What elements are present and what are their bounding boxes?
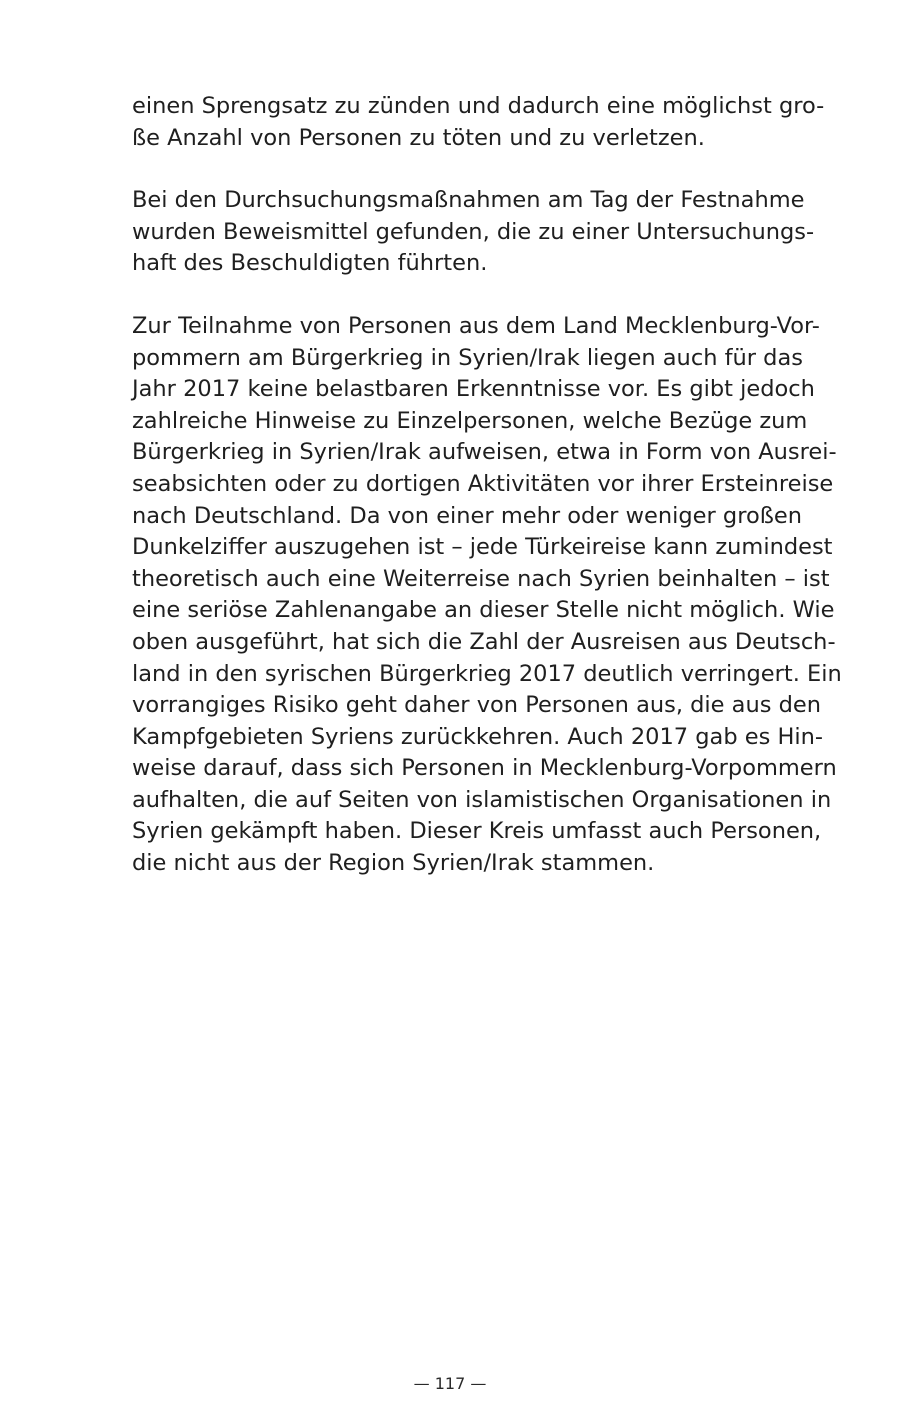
text-line: Jahr 2017 keine belastbaren Erkenntnisse vor. Es gibt jedoch [132, 376, 815, 403]
text-line: Bei den Durchsuchungsmaßnahmen am Tag der Festnahme [132, 187, 805, 214]
text-line: eine seriöse Zahlenangabe an dieser Stelle nicht möglich. Wie [132, 597, 835, 624]
text-line: haft des Beschuldigten führten. [132, 250, 488, 277]
page-number: — 117 — [413, 1374, 487, 1393]
text-line: wurden Beweismittel gefunden, die zu einer Untersuchungs- [132, 218, 815, 245]
text-line: oben ausgeführt, hat sich die Zahl der Ausreisen aus Deutsch- [132, 628, 836, 655]
paragraph-3 [132, 311, 842, 880]
text-line: Syrien gekämpft haben. Dieser Kreis umfasst auch Personen, [132, 818, 822, 845]
text-line: Zur Teilnahme von Personen aus dem Land Mecklenburg-Vor- [132, 312, 820, 339]
text-line: aufhalten, die auf Seiten von islamistischen Organisationen in [132, 786, 832, 813]
body-text [132, 91, 842, 911]
text-line: ße Anzahl von Personen zu töten und zu verletzen. [132, 124, 705, 151]
text-line: einen Sprengsatz zu zünden und dadurch eine möglichst gro- [132, 93, 825, 119]
text-line: land in den syrischen Bürgerkrieg 2017 deutlich verringert. Ein [132, 660, 842, 687]
text-line: vorrangiges Risiko geht daher von Personen aus, die aus den [132, 692, 821, 719]
text-line: zahlreiche Hinweise zu Einzelpersonen, welche Bezüge zum [132, 407, 808, 434]
text-line: Dunkelziffer auszugehen ist – jede Türkeireise kann zumindest [132, 534, 833, 561]
text-line: Bürgerkrieg in Syrien/Irak aufweisen, etwa in Form von Ausrei- [132, 439, 837, 466]
text-line: weise darauf, dass sich Personen in Mecklenburg-Vorpommern [132, 755, 837, 782]
text-line: theoretisch auch eine Weiterreise nach Syrien beinhalten – ist [132, 565, 830, 592]
paragraph-2 [132, 185, 815, 280]
text-line: Kampfgebieten Syriens zurückkehren. Auch 2017 gab es Hin- [132, 723, 824, 750]
text-line: pommern am Bürgerkrieg in Syrien/Irak liegen auch für das [132, 344, 803, 371]
paragraph-1 [132, 91, 825, 154]
text-line: die nicht aus der Region Syrien/Irak stammen. [132, 850, 655, 877]
text-line: nach Deutschland. Da von einer mehr oder weniger großen [132, 502, 802, 529]
text-line: seabsichten oder zu dortigen Aktivitäten vor ihrer Ersteinreise [132, 470, 834, 497]
